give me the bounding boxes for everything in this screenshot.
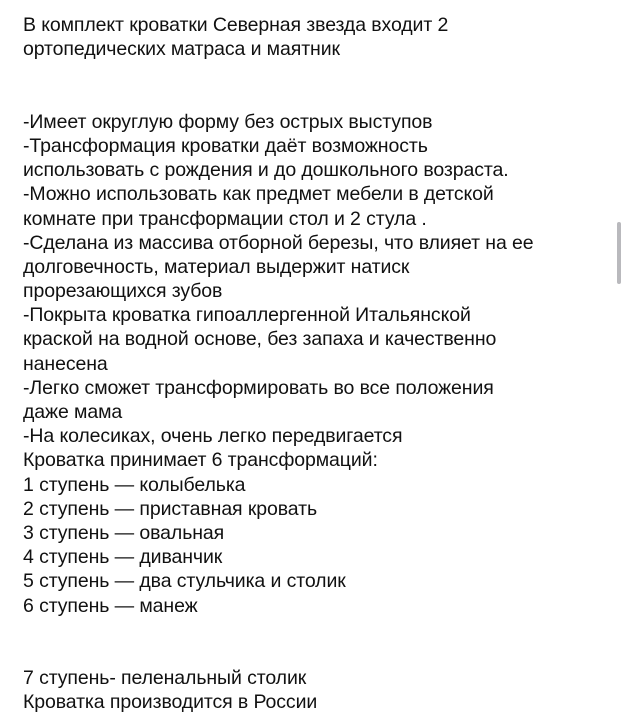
feature-line: комнате при трансформации стол и 2 стула .	[23, 207, 427, 230]
feature-line: прорезающихся зубов	[23, 280, 223, 303]
feature-line: нанесена	[23, 352, 108, 375]
blank-line	[23, 61, 598, 85]
vertical-scrollbar[interactable]	[617, 222, 621, 284]
feature-line: -На колесиках, очень легко передвигается	[23, 425, 403, 448]
blank-line	[23, 618, 598, 642]
stage-line: 5 ступень — два стульчика и столик	[23, 570, 346, 593]
stage-line: 6 ступень — манеж	[23, 594, 198, 617]
blank-line	[23, 642, 598, 666]
feature-line: долговечность, материал выдержит натиск	[23, 255, 410, 278]
feature-line: использовать с рождения и до дошкольного возраста.	[23, 159, 509, 182]
intro-line: В комплект кроватки Северная звезда входит 2	[23, 14, 449, 36]
stage-line: 1 ступень — колыбелька	[23, 473, 246, 496]
stage-line: 3 ступень — овальная	[23, 521, 225, 544]
feature-line: -Покрыта кроватка гипоаллергенной Итальянской	[23, 304, 471, 327]
feature-line: -Можно использовать как предмет мебели в детской	[23, 183, 494, 206]
stage-line: 4 ступень — диванчик	[23, 546, 223, 569]
extra-line: Кроватка производится в России	[23, 691, 318, 714]
feature-line: -Имеет округлую форму без острых выступов	[23, 110, 433, 133]
stage-line: 2 ступень — приставная кровать	[23, 497, 318, 520]
note-text-view[interactable]	[23, 13, 598, 714]
intro-line: ортопедических матраса и маятник	[23, 38, 340, 61]
extra-line: 7 ступень- пеленальный столик	[23, 667, 307, 690]
feature-line: -Сделана из массива отборной березы, что влияет на ее	[23, 231, 534, 254]
blank-line	[23, 86, 598, 110]
transformations-heading: Кроватка принимает 6 трансформаций:	[23, 449, 378, 472]
feature-line: краской на водной основе, без запаха и качественно	[23, 328, 497, 351]
feature-line: -Трансформация кроватки даёт возможность	[23, 134, 428, 157]
feature-line: даже мама	[23, 401, 123, 423]
feature-line: -Легко сможет трансформировать во все положения	[23, 376, 494, 399]
